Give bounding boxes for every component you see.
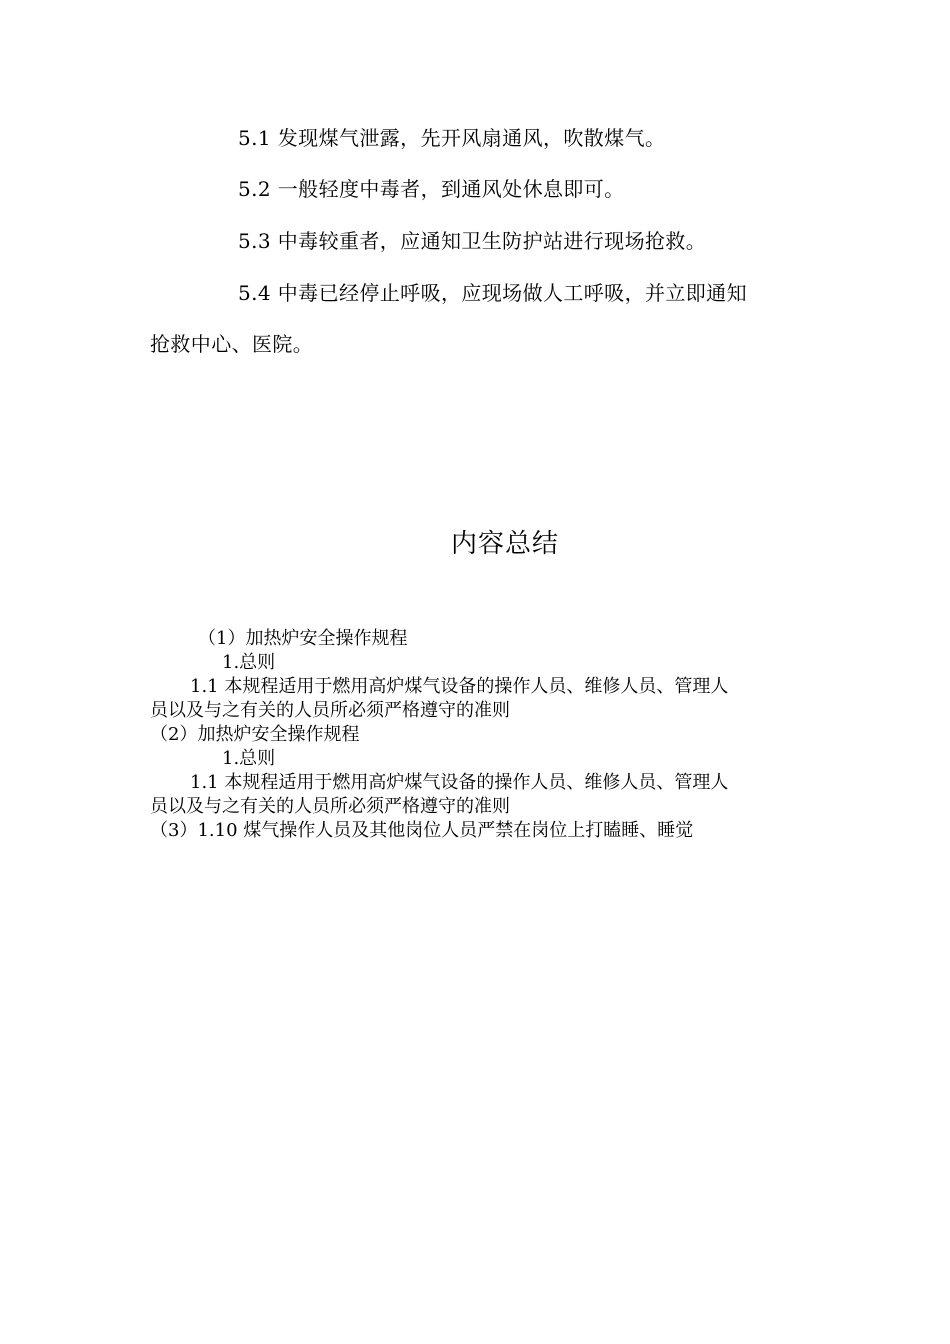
summary-content xyxy=(150,627,810,843)
paragraph-5-3: 5.3 中毒较重者，应通知卫生防护站进行现场抢救。 xyxy=(238,229,707,253)
summary-line: 1.总则 xyxy=(222,652,276,673)
paragraph-5-1: 5.1 发现煤气泄露，先开风扇通风，吹散煤气。 xyxy=(238,126,666,150)
paragraph-5-4-line-2: 抢救中心、医院。 xyxy=(150,332,314,356)
summary-line: 员以及与之有关的人员所必须严格遵守的准则 xyxy=(150,796,510,817)
paragraph-5-4-line-1: 5.4 中毒已经停止呼吸，应现场做人工呼吸，并立即通知 xyxy=(238,281,747,305)
summary-line: 1.1 本规程适用于燃用高炉煤气设备的操作人员、维修人员、管理人 xyxy=(190,676,729,697)
summary-title: 内容总结 xyxy=(450,529,559,559)
summary-line: 1.1 本规程适用于燃用高炉煤气设备的操作人员、维修人员、管理人 xyxy=(190,772,729,793)
summary-line: 员以及与之有关的人员所必须严格遵守的准则 xyxy=(150,700,510,721)
summary-line: （1）加热炉安全操作规程 xyxy=(198,628,408,649)
summary-line: （2）加热炉安全操作规程 xyxy=(150,724,360,745)
paragraph-5-2: 5.2 一般轻度中毒者，到通风处休息即可。 xyxy=(238,177,625,201)
summary-line: （3）1.10 煤气操作人员及其他岗位人员严禁在岗位上打瞌睡、睡觉 xyxy=(150,820,694,841)
summary-line: 1.总则 xyxy=(222,748,276,769)
